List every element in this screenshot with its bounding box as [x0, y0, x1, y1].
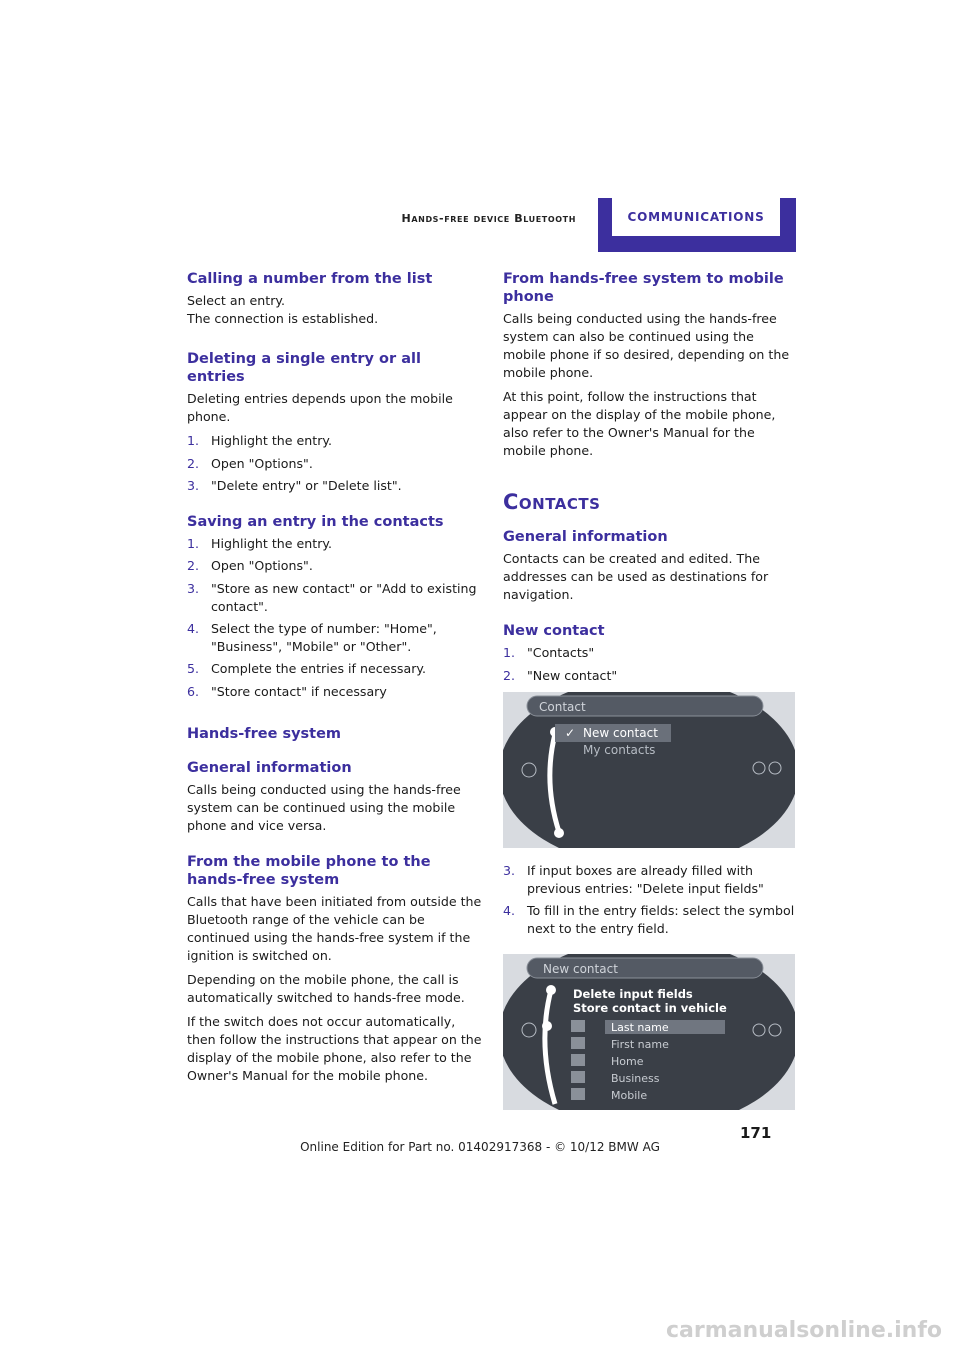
new-contact-steps: [503, 644, 798, 684]
chapter-label: COMMUNICATIONS: [612, 198, 780, 236]
saving-steps: [187, 535, 482, 701]
edition-footer: Online Edition for Part no. 01402917368 - © 10/12 BMW AG: [300, 1140, 660, 1154]
heading-deleting: Deleting a single entry or all entries: [187, 351, 421, 385]
running-header-section: Hands-free device Bluetooth: [401, 212, 576, 225]
heading-mobile-to-hands-free: From the mobile phone to the hands-free system: [187, 853, 431, 888]
svg-text:Delete input fields: Delete input fields: [573, 986, 693, 1001]
svg-text:✓: ✓: [565, 726, 576, 741]
heading-saving: Saving an entry in the contacts: [187, 513, 444, 530]
svg-text:Mobile: Mobile: [611, 1088, 648, 1102]
general-text: Calls being conducted using the hands-free system can be continued using the mobile phone and vice versa.: [187, 781, 461, 833]
heading-calling: Calling a number from the list: [187, 271, 433, 287]
heading-contacts: Contacts: [503, 490, 601, 514]
list-item: 2. Open "Options".: [187, 455, 313, 471]
screen-contact-menu: [503, 692, 795, 848]
m2h-text-1: Calls that have been initiated from outside the Bluetooth range of the vehicle can be continued using the hands-free system if the ignition is switched on.: [187, 893, 482, 963]
svg-text:Last name: Last name: [611, 1020, 669, 1034]
list-item: 3. If input boxes are already filled with previous entries: "Delete input fields": [503, 863, 764, 896]
svg-text:New contact: New contact: [543, 961, 618, 976]
list-item: 4. Select the type of number: "Home", "Business", "Mobile" or "Other".: [187, 621, 437, 654]
deleting-intro: Deleting entries depends upon the mobile phone.: [187, 391, 453, 424]
list-item: 4. To fill in the entry fields: select the symbol next to the entry field.: [503, 903, 795, 936]
list-item: 3. "Delete entry" or "Delete list".: [187, 478, 402, 494]
h2m-text-1: Calls being conducted using the hands-free system can also be continued using the mobile phone if so desired, depending on the mobile phone.: [503, 311, 790, 380]
list-item: 6. "Store contact" if necessary: [187, 683, 387, 699]
m2h-text-3: If the switch does not occur automatically, then follow the instructions that appear on the display of the mobile phone, also refer to the Owner's Manual for the mobile phone.: [187, 1013, 482, 1083]
new-contact-steps-cont: [503, 862, 798, 937]
svg-text:First name: First name: [611, 1037, 669, 1051]
heading-hands-free-system: Hands-free system: [187, 725, 342, 742]
heading-hands-free-to-mobile: From hands-free system to mobile phone: [503, 271, 784, 305]
svg-text:Business: Business: [611, 1071, 660, 1085]
svg-text:New contact: New contact: [583, 726, 658, 741]
screen-new-contact-form: [503, 954, 795, 1110]
list-item: 3. "Store as new contact" or "Add to existing contact".: [187, 580, 477, 614]
list-item: 1. Highlight the entry.: [187, 433, 333, 448]
calling-text-1: Select an entry.: [187, 293, 286, 308]
heading-general-information-contacts: General information: [503, 529, 668, 545]
list-item: 1. "Contacts": [503, 645, 595, 660]
h2m-text-2: At this point, follow the instructions that appear on the display of the mobile phone, also refer to the Owner's Manual for the mobile phone.: [503, 389, 776, 458]
m2h-text-2: Depending on the mobile phone, the call is automatically switched to hands-free mode.: [187, 971, 465, 1005]
heading-general-information: General information: [187, 759, 352, 776]
list-item: 2. Open "Options".: [187, 558, 313, 574]
page-number: 171: [740, 1124, 772, 1142]
svg-text:Store contact in vehicle: Store contact in vehicle: [573, 1000, 727, 1015]
list-item: 5. Complete the entries if necessary.: [187, 661, 427, 677]
deleting-steps: [187, 432, 482, 495]
list-item: 2. "New contact": [503, 667, 618, 683]
svg-text:My contacts: My contacts: [583, 743, 656, 758]
svg-text:Contact: Contact: [539, 700, 586, 715]
calling-text-2: The connection is established.: [187, 311, 379, 326]
watermark: carmanualsonline.info: [666, 1318, 942, 1343]
list-item: 1. Highlight the entry.: [187, 535, 333, 551]
svg-text:Home: Home: [611, 1054, 644, 1068]
left-column: [187, 270, 482, 1091]
right-column: [503, 270, 798, 1124]
heading-new-contact: New contact: [503, 623, 605, 639]
contacts-general-text: Contacts can be created and edited. The addresses can be used as destinations for navigation.: [503, 551, 769, 602]
